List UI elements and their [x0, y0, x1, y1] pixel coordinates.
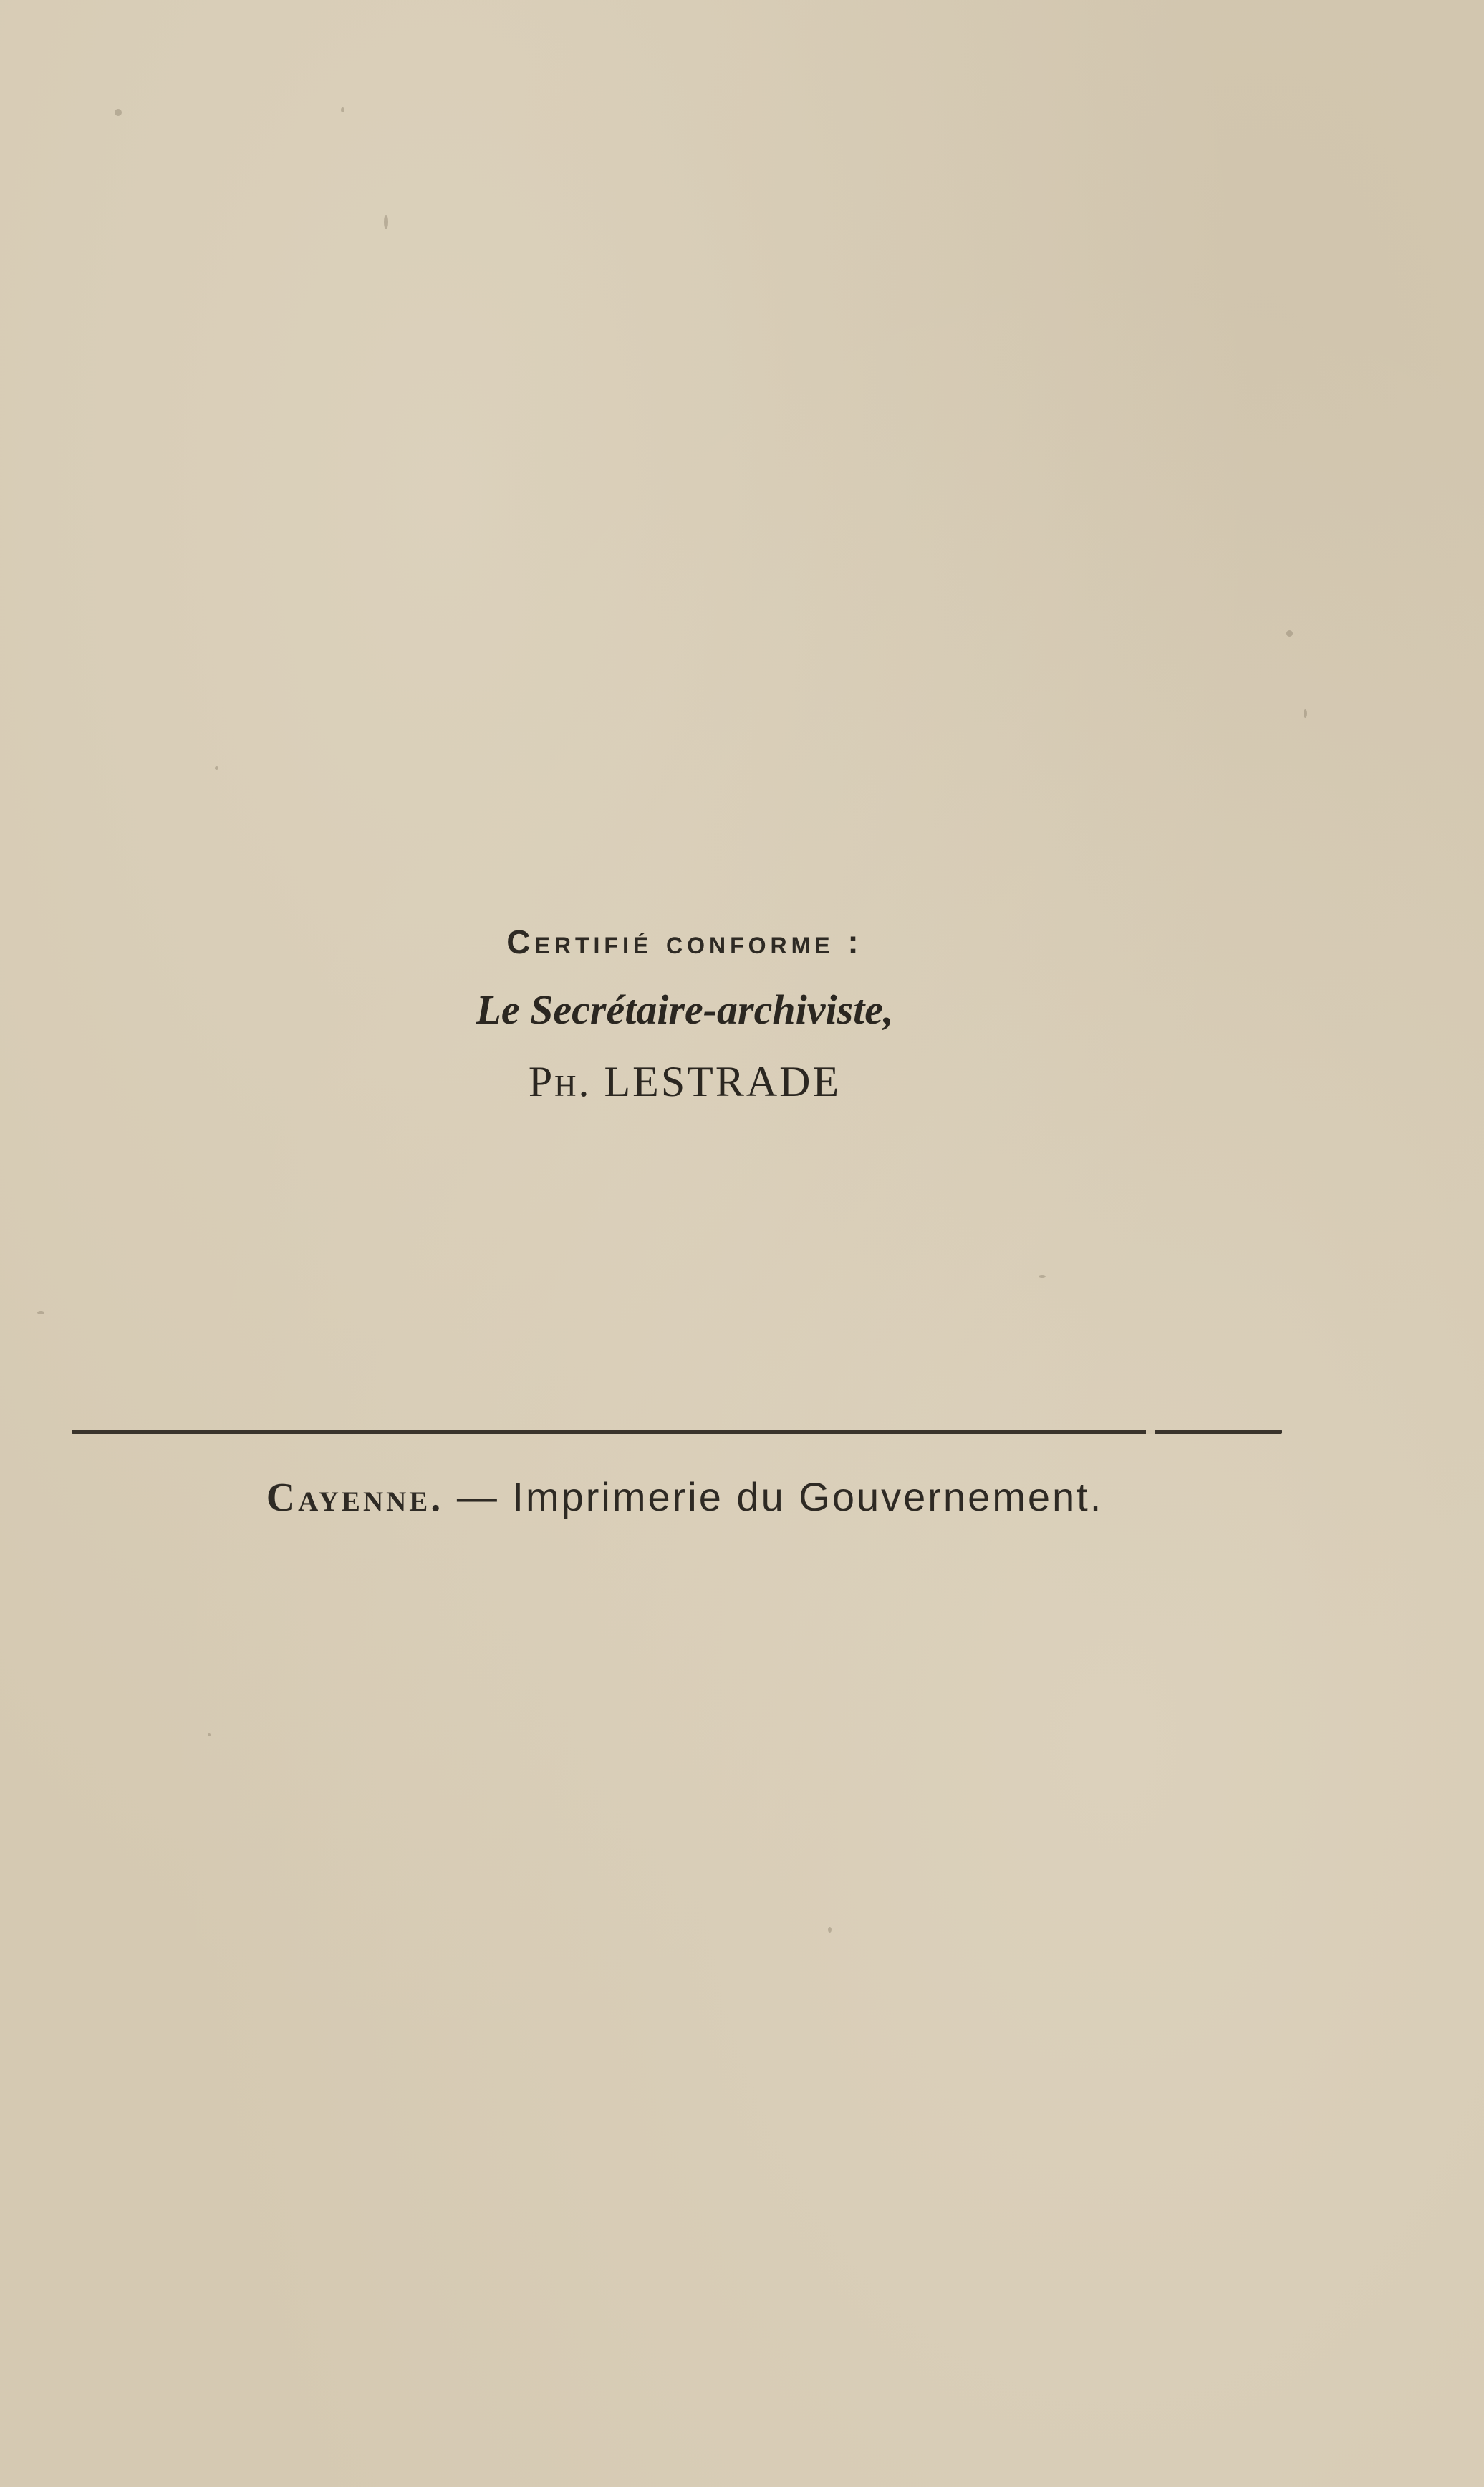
secretary-title: Le Secrétaire-archiviste, — [476, 986, 894, 1033]
paper-speck — [37, 1311, 44, 1314]
paper-speck — [215, 766, 218, 770]
paper-speck — [208, 1733, 211, 1736]
imprint-printer: Imprimerie du Gouvernement. — [512, 1474, 1104, 1519]
paper-speck — [1304, 709, 1307, 718]
printer-imprint — [0, 1468, 1369, 1526]
paper-speck — [115, 109, 122, 116]
paper-speck — [1039, 1275, 1046, 1278]
certification-block — [0, 910, 1369, 1117]
paper-speck — [1286, 630, 1293, 637]
imprint-city: Cayenne. — [266, 1476, 444, 1520]
horizontal-rule — [72, 1430, 1282, 1434]
paper-speck — [384, 215, 388, 229]
certification-heading: Certifié conforme : — [506, 923, 863, 961]
signatory-name: Ph. LESTRADE — [528, 1058, 842, 1105]
imprint-dash: — — [456, 1474, 499, 1519]
paper-speck — [828, 1927, 832, 1933]
paper-speck — [341, 107, 344, 112]
horizontal-rule-break — [1146, 1430, 1155, 1434]
